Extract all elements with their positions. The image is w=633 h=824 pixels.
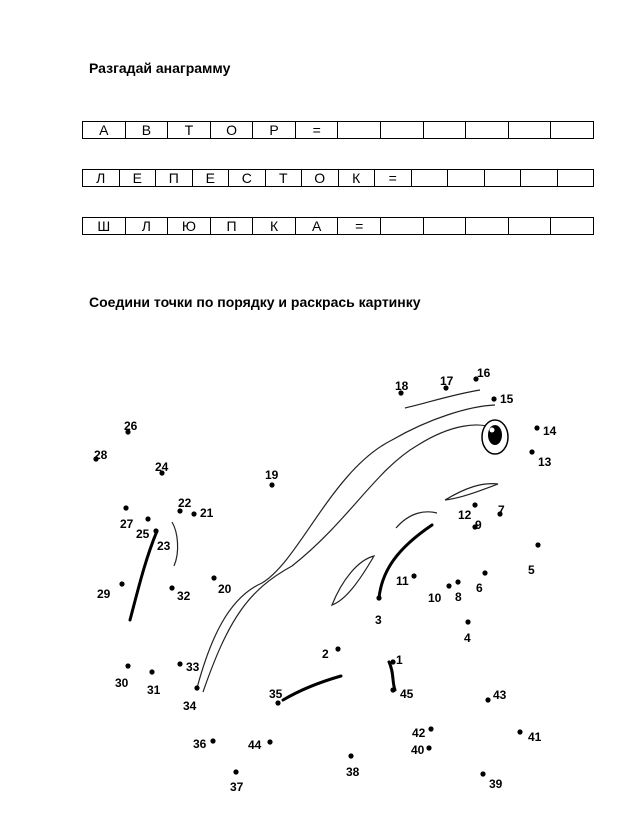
dot-label-11: 11	[396, 574, 409, 588]
dot-12[interactable]	[472, 502, 477, 507]
dot-42[interactable]	[428, 726, 433, 731]
dot-label-32: 32	[177, 589, 191, 603]
cell: К	[339, 170, 376, 186]
dot-label-1: 1	[396, 653, 403, 667]
cell: П	[211, 218, 254, 234]
dot-label-18: 18	[395, 379, 409, 393]
fish-tail-fin	[332, 556, 374, 605]
dot-label-14: 14	[543, 424, 557, 438]
dot-label-42: 42	[412, 726, 426, 740]
dot-to-dot-puzzle	[0, 330, 633, 824]
dot-label-23: 23	[157, 539, 171, 553]
dot-label-34: 34	[183, 699, 197, 713]
answer-cell[interactable]	[558, 170, 594, 186]
fish-gill-fin	[445, 484, 498, 500]
fish-eye	[482, 420, 508, 454]
dot-41[interactable]	[517, 729, 522, 734]
dot-4[interactable]	[465, 619, 470, 624]
answer-cell[interactable]	[381, 218, 424, 234]
cell: Т	[168, 122, 211, 138]
dot-label-4: 4	[464, 631, 471, 645]
dot-label-10: 10	[428, 591, 442, 605]
cell: О	[302, 170, 339, 186]
cell: =	[375, 170, 412, 186]
dot-19[interactable]	[269, 482, 274, 487]
cell: Л	[83, 170, 120, 186]
dot-label-27: 27	[120, 517, 134, 531]
dot-label-5: 5	[528, 563, 535, 577]
dot-label-22: 22	[178, 496, 192, 510]
dot-label-28: 28	[94, 448, 108, 462]
cell: =	[338, 218, 381, 234]
dot-5[interactable]	[535, 542, 540, 547]
answer-cell[interactable]	[509, 218, 552, 234]
dot-label-15: 15	[500, 392, 514, 406]
dot-label-44: 44	[248, 738, 262, 752]
dot-label-43: 43	[493, 688, 507, 702]
answer-cell[interactable]	[381, 122, 424, 138]
dot-label-25: 25	[136, 527, 150, 541]
dot-label-3: 3	[375, 613, 382, 627]
dot-label-37: 37	[230, 780, 244, 794]
dot-label-2: 2	[322, 647, 329, 661]
answer-cell[interactable]	[485, 170, 522, 186]
answer-cell[interactable]	[338, 122, 381, 138]
eye-pupil	[488, 425, 502, 445]
answer-cell[interactable]	[521, 170, 558, 186]
dot-33[interactable]	[177, 661, 182, 666]
fish-fin-curve	[172, 522, 178, 566]
answer-cell[interactable]	[466, 218, 509, 234]
answer-cell[interactable]	[448, 170, 485, 186]
answer-cell[interactable]	[412, 170, 449, 186]
dot-label-24: 24	[155, 460, 169, 474]
cell: О	[211, 122, 254, 138]
anagram-row-3	[82, 217, 594, 235]
answer-cell[interactable]	[424, 122, 467, 138]
dot-label-41: 41	[528, 730, 542, 744]
dot-25[interactable]	[145, 516, 150, 521]
dot-13[interactable]	[529, 449, 534, 454]
dot-label-6: 6	[476, 581, 483, 595]
dot-21[interactable]	[191, 511, 196, 516]
dot-32[interactable]	[169, 585, 174, 590]
dot-label-17: 17	[440, 374, 454, 388]
dot-label-29: 29	[97, 587, 111, 601]
dot-1[interactable]	[390, 659, 395, 664]
dot-37[interactable]	[233, 769, 238, 774]
dot-label-35: 35	[269, 687, 283, 701]
dot-31[interactable]	[149, 669, 154, 674]
answer-cell[interactable]	[551, 122, 593, 138]
cell: А	[83, 122, 126, 138]
dot-45[interactable]	[390, 687, 395, 692]
anagram-title: Разгадай анаграмму	[89, 60, 231, 76]
dot-30[interactable]	[125, 663, 130, 668]
connect-dots-title: Соедини точки по порядку и раскрась картинку	[89, 294, 421, 310]
cell: К	[253, 218, 296, 234]
cell: Е	[120, 170, 157, 186]
cell: С	[229, 170, 266, 186]
dot-35[interactable]	[275, 700, 280, 705]
cell: Л	[126, 218, 169, 234]
fish-belly-line	[203, 425, 497, 692]
answer-cell[interactable]	[466, 122, 509, 138]
answer-cell[interactable]	[551, 218, 593, 234]
dot-10[interactable]	[446, 583, 451, 588]
dot-2[interactable]	[335, 646, 340, 651]
segment-29-23	[130, 531, 157, 620]
dot-34[interactable]	[194, 685, 199, 690]
dot-8[interactable]	[455, 579, 460, 584]
dot-label-45: 45	[400, 687, 414, 701]
dot-11[interactable]	[411, 573, 416, 578]
segment-1-45	[389, 662, 395, 690]
fish-back-line	[197, 405, 495, 688]
cell: Ю	[168, 218, 211, 234]
dot-20[interactable]	[211, 575, 216, 580]
dot-label-12: 12	[458, 508, 472, 522]
dot-label-8: 8	[455, 590, 462, 604]
dot-44[interactable]	[267, 739, 272, 744]
answer-cell[interactable]	[509, 122, 552, 138]
answer-cell[interactable]	[424, 218, 467, 234]
fish-upper-fin	[405, 390, 480, 408]
dot-23[interactable]	[153, 528, 158, 533]
dot-label-30: 30	[115, 676, 129, 690]
dot-label-40: 40	[411, 743, 425, 757]
dot-38[interactable]	[348, 753, 353, 758]
dot-29[interactable]	[119, 581, 124, 586]
dot-label-21: 21	[200, 506, 214, 520]
cell: В	[126, 122, 169, 138]
cell: Е	[193, 170, 230, 186]
cell: =	[296, 122, 339, 138]
dot-label-39: 39	[489, 777, 503, 791]
dot-label-9: 9	[475, 518, 482, 532]
dot-label-19: 19	[265, 468, 279, 482]
dot-27[interactable]	[123, 505, 128, 510]
cell: А	[296, 218, 339, 234]
anagram-row-2	[82, 169, 594, 187]
dot-3[interactable]	[376, 595, 381, 600]
dot-43[interactable]	[485, 697, 490, 702]
dot-label-20: 20	[218, 582, 232, 596]
dot-label-16: 16	[477, 366, 491, 380]
cell: П	[156, 170, 193, 186]
dot-label-38: 38	[346, 765, 360, 779]
dot-label-13: 13	[538, 455, 552, 469]
cell: Р	[253, 122, 296, 138]
thick-segments	[130, 525, 432, 700]
eye-highlight	[490, 428, 495, 433]
dot-6[interactable]	[482, 570, 487, 575]
cell: Т	[266, 170, 303, 186]
cell: Ш	[83, 218, 126, 234]
dot-14[interactable]	[534, 425, 539, 430]
dot-label-7: 7	[498, 503, 505, 517]
fish-outline	[172, 390, 498, 692]
dot-label-31: 31	[147, 683, 161, 697]
anagram-row-1	[82, 121, 594, 139]
dot-40[interactable]	[426, 745, 431, 750]
dot-15[interactable]	[491, 396, 496, 401]
segment-35-2	[283, 676, 341, 700]
dot-label-26: 26	[124, 419, 138, 433]
dot-label-33: 33	[186, 660, 200, 674]
dot-39[interactable]	[480, 771, 485, 776]
dot-36[interactable]	[210, 738, 215, 743]
dot-label-36: 36	[193, 737, 207, 751]
